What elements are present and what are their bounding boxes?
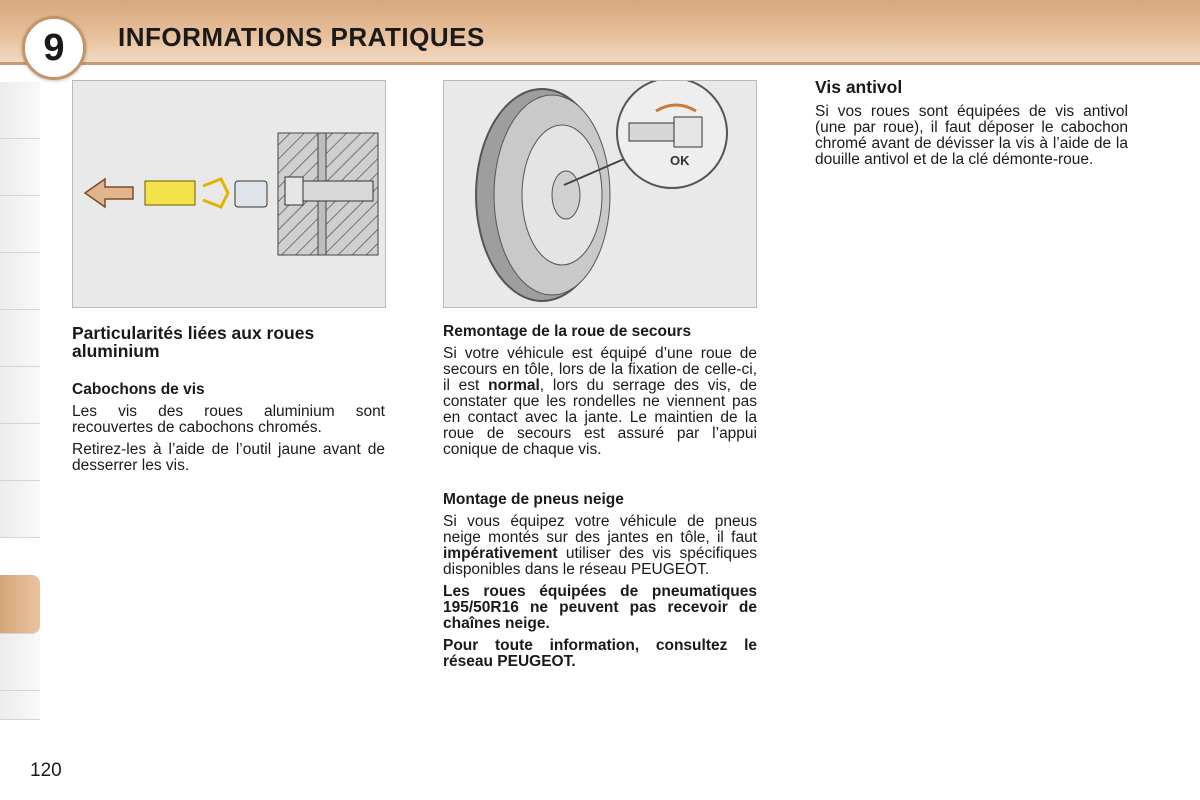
chapter-tab[interactable] — [0, 367, 40, 424]
paragraph: Retirez-les à l’aide de l’outil jaune avant de desserrer les vis. — [72, 441, 385, 474]
column-locking-bolts — [815, 78, 1128, 168]
chapter-tab[interactable] — [0, 82, 40, 139]
chapter-tab[interactable] — [0, 139, 40, 196]
page-title: INFORMATIONS PRATIQUES — [118, 22, 485, 52]
warning-paragraph: Les roues équipées de pneumatiques 195/50R16 ne peuvent pas recevoir de chaînes neige. — [443, 583, 757, 632]
section-heading: Montage de pneus neige — [443, 491, 624, 508]
paragraph: Si votre véhicule est équipé d’une roue de secours en tôle, lors de la fixation de celle-ci, il est normal, lors du serrage des vis, de constater que les rondelles ne viennent pas en contact avec la jante. Le maintien de la roue de secours est assuré par l’appui conique de chaque vis. — [443, 345, 757, 458]
figure-ok-label: OK — [670, 153, 690, 168]
paragraph: Si vos roues sont équipées de vis antivol (une par roue), il faut déposer le cabochon chromé avant de dévisser la vis à l’aide de la douille antivol et de la clé démonte-roue. — [815, 103, 1128, 168]
chapter-tab[interactable] — [0, 253, 40, 310]
chapter-tab[interactable] — [0, 691, 40, 720]
paragraph: Les vis des roues aluminium sont recouvertes de cabochons chromés. — [72, 403, 385, 436]
section-heading: Particularités liées aux roues aluminium — [72, 323, 315, 361]
chapter-tab-active[interactable] — [0, 575, 40, 634]
subsection-heading: Cabochons de vis — [72, 381, 205, 398]
chapter-tabs — [0, 82, 42, 722]
chapter-tab[interactable] — [0, 310, 40, 367]
chapter-tab[interactable] — [0, 196, 40, 253]
chapter-tab[interactable] — [0, 424, 40, 481]
column-aluminium-wheels — [72, 324, 385, 474]
paragraph: Si vous équipez votre véhicule de pneus neige montés sur des jantes en tôle, il faut impérativement utiliser des vis spécifiques disponibles dans le réseau PEUGEOT. — [443, 513, 757, 578]
chapter-tab[interactable] — [0, 481, 40, 538]
page-number: 120 — [30, 760, 62, 781]
header-divider — [0, 62, 1200, 65]
section-heading: Vis antivol — [815, 77, 903, 97]
wheel-bolt-cap-illustration — [72, 80, 386, 308]
warning-paragraph: Pour toute information, consultez le réseau PEUGEOT. — [443, 637, 757, 670]
spare-wheel-illustration — [443, 80, 757, 308]
section-heading: Remontage de la roue de secours — [443, 323, 692, 340]
column-spare-wheel — [443, 324, 757, 670]
chapter-tab[interactable] — [0, 634, 40, 691]
chapter-badge: 9 — [22, 16, 86, 80]
